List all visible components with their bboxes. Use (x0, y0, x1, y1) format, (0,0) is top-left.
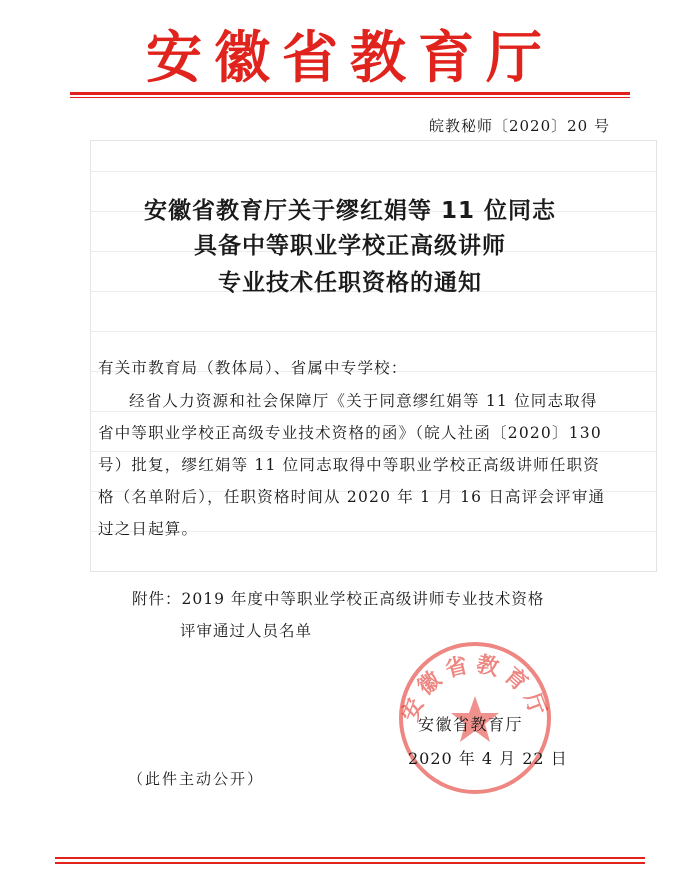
disclosure-note: （此件主动公开） (128, 770, 265, 788)
letterhead-org-name: 安徽省教育厅 (146, 26, 554, 91)
attachment-line-1: 附件：2019 年度中等职业学校正高级讲师专业技术资格 (132, 590, 545, 608)
footer-rule (55, 857, 645, 859)
footer-rule-2 (55, 862, 645, 864)
letterhead-rule-thin (70, 97, 630, 98)
salutation: 有关市教育局（教体局）、省属中专学校： (98, 359, 408, 377)
body-paragraph: 经省人力资源和社会保障厅《关于同意缪红娟等 11 位同志取得省中等职业学校正高级专业技术资格的函》（皖人社函〔2020〕130 号）批复，缪红娟等 11 位同志取得中等职业学校正高级讲师任职资格（名单附后），任职资格时间从 2020 年 1 月 16 日高评会评审通过之日起算。 (98, 392, 606, 538)
signing-date: 2020 年 4 月 22 日 (408, 749, 568, 768)
document-number: 皖教秘师〔2020〕20 号 (428, 117, 610, 135)
signing-organization: 安徽省教育厅 (418, 715, 524, 734)
title-line-2: 具备中等职业学校正高级讲师 (194, 233, 506, 259)
attachment-line-2: 评审通过人员名单 (180, 622, 313, 640)
letterhead-rule (70, 92, 630, 95)
title-line-1: 安徽省教育厅关于缪红娟等 11 位同志 (143, 198, 557, 224)
title-line-3: 专业技术任职资格的通知 (218, 270, 482, 296)
seal-text: 安徽省教育厅 (398, 651, 552, 725)
